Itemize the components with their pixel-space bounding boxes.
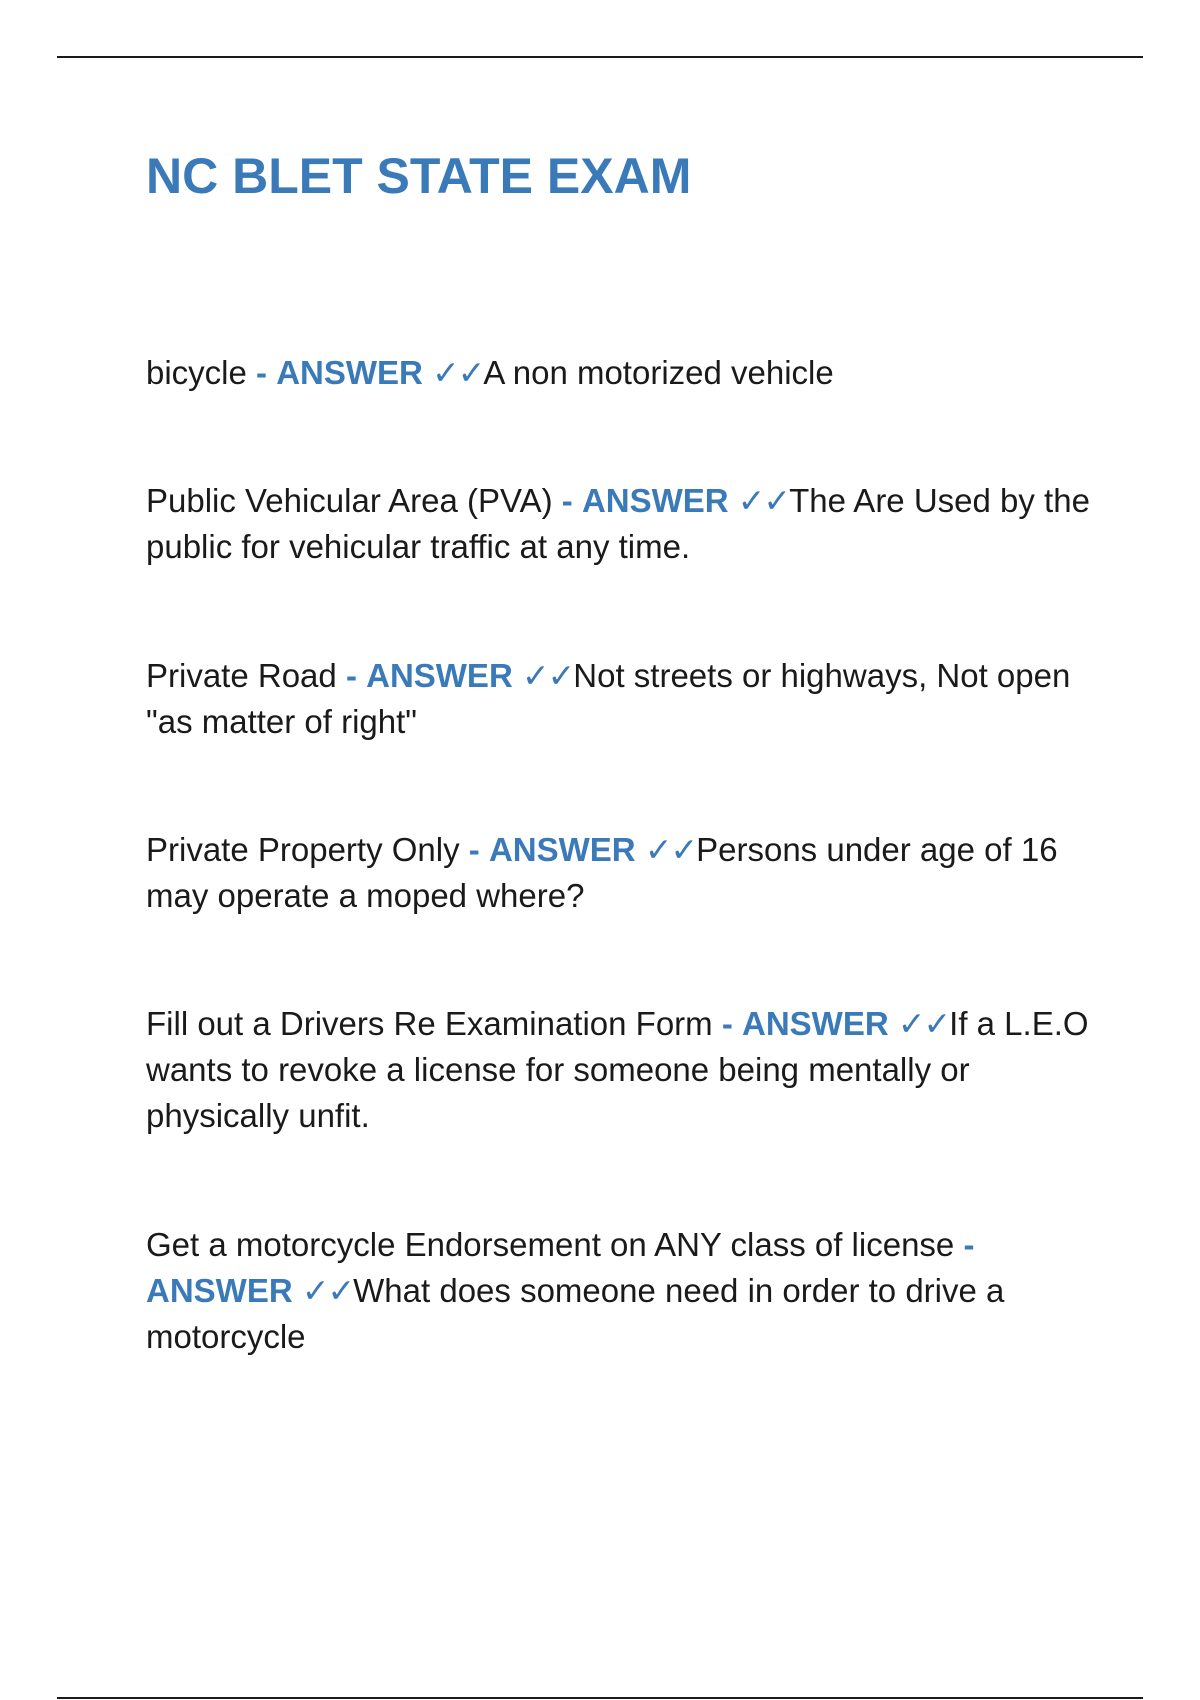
answer-label: ANSWER <box>581 482 729 519</box>
top-rule <box>57 56 1143 58</box>
entry-definition: What does someone need in order to drive a motorcycle <box>146 1272 1005 1355</box>
answer-label: ANSWER <box>488 831 636 868</box>
entry-term: Fill out a Drivers Re Examination Form <box>146 1005 713 1042</box>
qa-entry <box>146 1222 1096 1360</box>
answer-label: ANSWER <box>146 1272 293 1309</box>
qa-entry <box>146 478 1096 570</box>
entry-definition: The Are Used by the public for vehicular traffic at any time. <box>146 482 1090 565</box>
entry-separator: - <box>345 657 357 694</box>
answer-label: ANSWER <box>366 657 513 694</box>
answer-label: ANSWER <box>276 354 423 391</box>
double-check-icon: ✓✓ <box>432 353 484 392</box>
qa-entry <box>146 827 1096 919</box>
bottom-rule <box>57 1697 1143 1699</box>
entry-definition: Not streets or highways, Not open "as matter of right" <box>146 657 1071 740</box>
double-check-icon: ✓✓ <box>521 656 574 695</box>
qa-entry <box>146 350 1096 396</box>
entry-separator: - <box>721 1005 733 1042</box>
entry-separator: - <box>963 1226 975 1263</box>
entry-definition: If a L.E.O wants to revoke a license for someone being mentally or physically unfit. <box>146 1005 1089 1134</box>
answer-label: ANSWER <box>742 1005 889 1042</box>
entry-separator: - <box>468 831 480 868</box>
entry-term: Public Vehicular Area (PVA) <box>146 482 553 519</box>
entry-term: bicycle <box>146 354 247 391</box>
entry-definition: Persons under age of 16 may operate a moped where? <box>146 831 1058 914</box>
double-check-icon: ✓✓ <box>737 481 790 520</box>
entry-separator: - <box>561 482 573 519</box>
qa-entry <box>146 653 1096 745</box>
entry-term: Private Road <box>146 657 337 694</box>
entry-definition: A non motorized vehicle <box>483 354 834 391</box>
double-check-icon: ✓✓ <box>644 830 697 869</box>
qa-entry <box>146 1001 1096 1139</box>
qa-list <box>146 350 1096 1360</box>
entry-term: Private Property Only <box>146 831 460 868</box>
entry-term: Get a motorcycle Endorsement on ANY class of license <box>146 1226 955 1263</box>
entry-separator: - <box>256 354 268 391</box>
double-check-icon: ✓✓ <box>897 1004 950 1043</box>
page-title: NC BLET STATE EXAM <box>146 148 692 204</box>
double-check-icon: ✓✓ <box>301 1271 354 1310</box>
